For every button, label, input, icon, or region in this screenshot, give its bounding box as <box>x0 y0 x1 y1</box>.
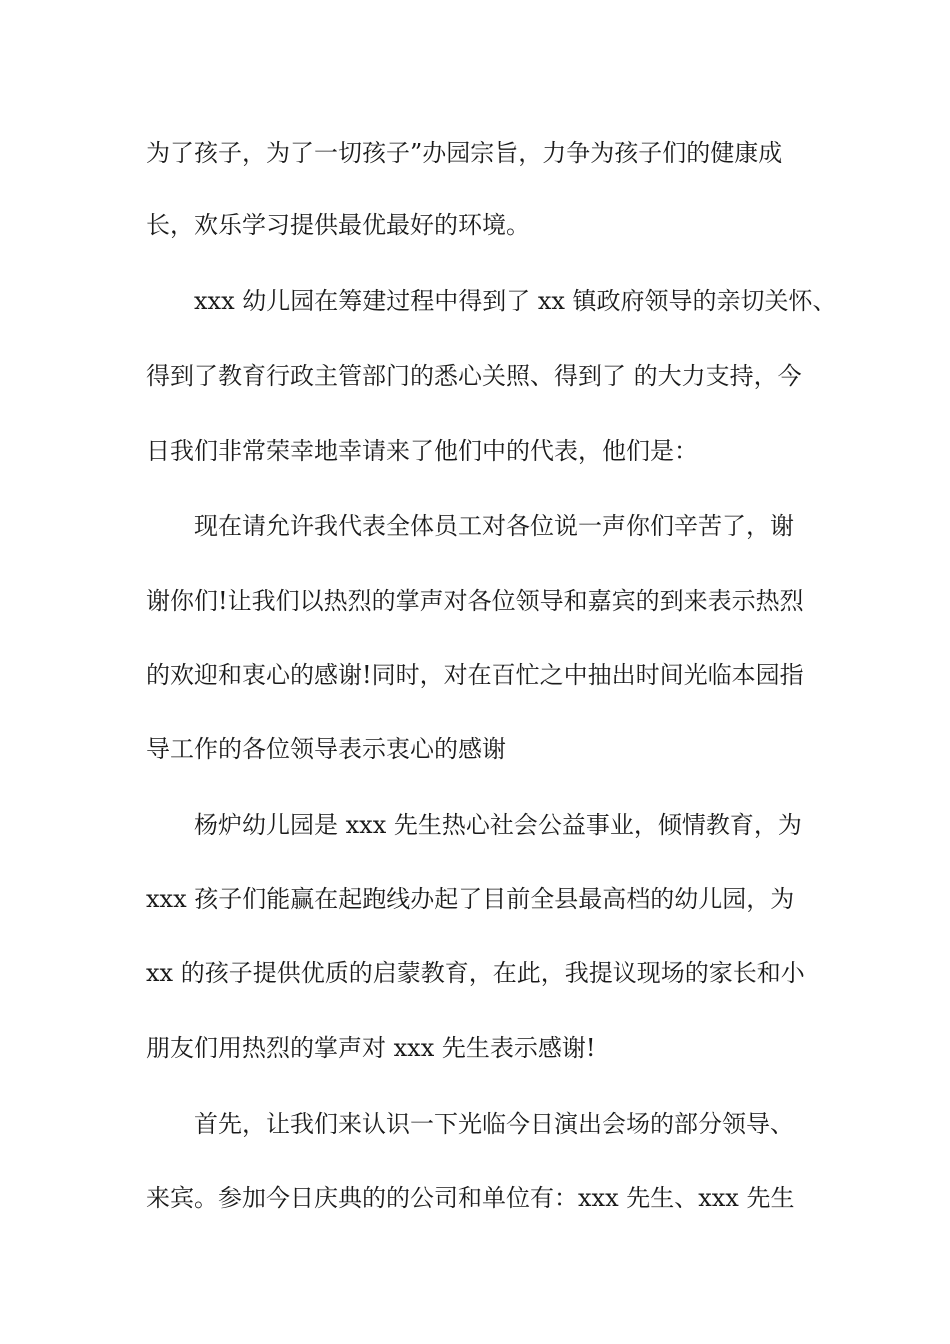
text-line: 来宾。参加今日庆典的的公司和单位有：xxx 先生、xxx 先生 <box>146 1184 795 1212</box>
paragraph-first-line: 现在请允许我代表全体员工对各位说一声你们辛苦了，谢 <box>194 512 794 540</box>
paragraph-first-line: 杨炉幼儿园是 xxx 先生热心社会公益事业，倾情教育，为 <box>194 811 802 839</box>
text-line: 谢你们!让我们以热烈的掌声对各位领导和嘉宾的到来表示热烈 <box>146 587 804 615</box>
text-line: 得到了教育行政主管部门的悉心关照、得到了 的大力支持，今 <box>146 362 802 390</box>
text-line: 为了孩子，为了一切孩子”办园宗旨，力争为孩子们的健康成 <box>146 139 783 167</box>
paragraph-first-line: xxx 幼儿园在筹建过程中得到了 xx 镇政府领导的亲切关怀、 <box>194 287 837 315</box>
text-line: 的欢迎和衷心的感谢!同时，对在百忙之中抽出时间光临本园指 <box>146 661 804 689</box>
text-line: xx 的孩子提供优质的启蒙教育，在此，我提议现场的家长和小 <box>146 959 805 987</box>
paragraph-first-line: 首先，让我们来认识一下光临今日演出会场的部分领导、 <box>194 1110 794 1138</box>
text-line: 朋友们用热烈的掌声对 xxx 先生表示感谢! <box>146 1034 596 1062</box>
text-line: 导工作的各位领导表示衷心的感谢 <box>146 735 506 763</box>
text-line: 日我们非常荣幸地幸请来了他们中的代表，他们是： <box>146 437 698 465</box>
text-line: 长，欢乐学习提供最优最好的环境。 <box>146 211 530 239</box>
text-line: xxx 孩子们能赢在起跑线办起了目前全县最高档的幼儿园，为 <box>146 885 795 913</box>
